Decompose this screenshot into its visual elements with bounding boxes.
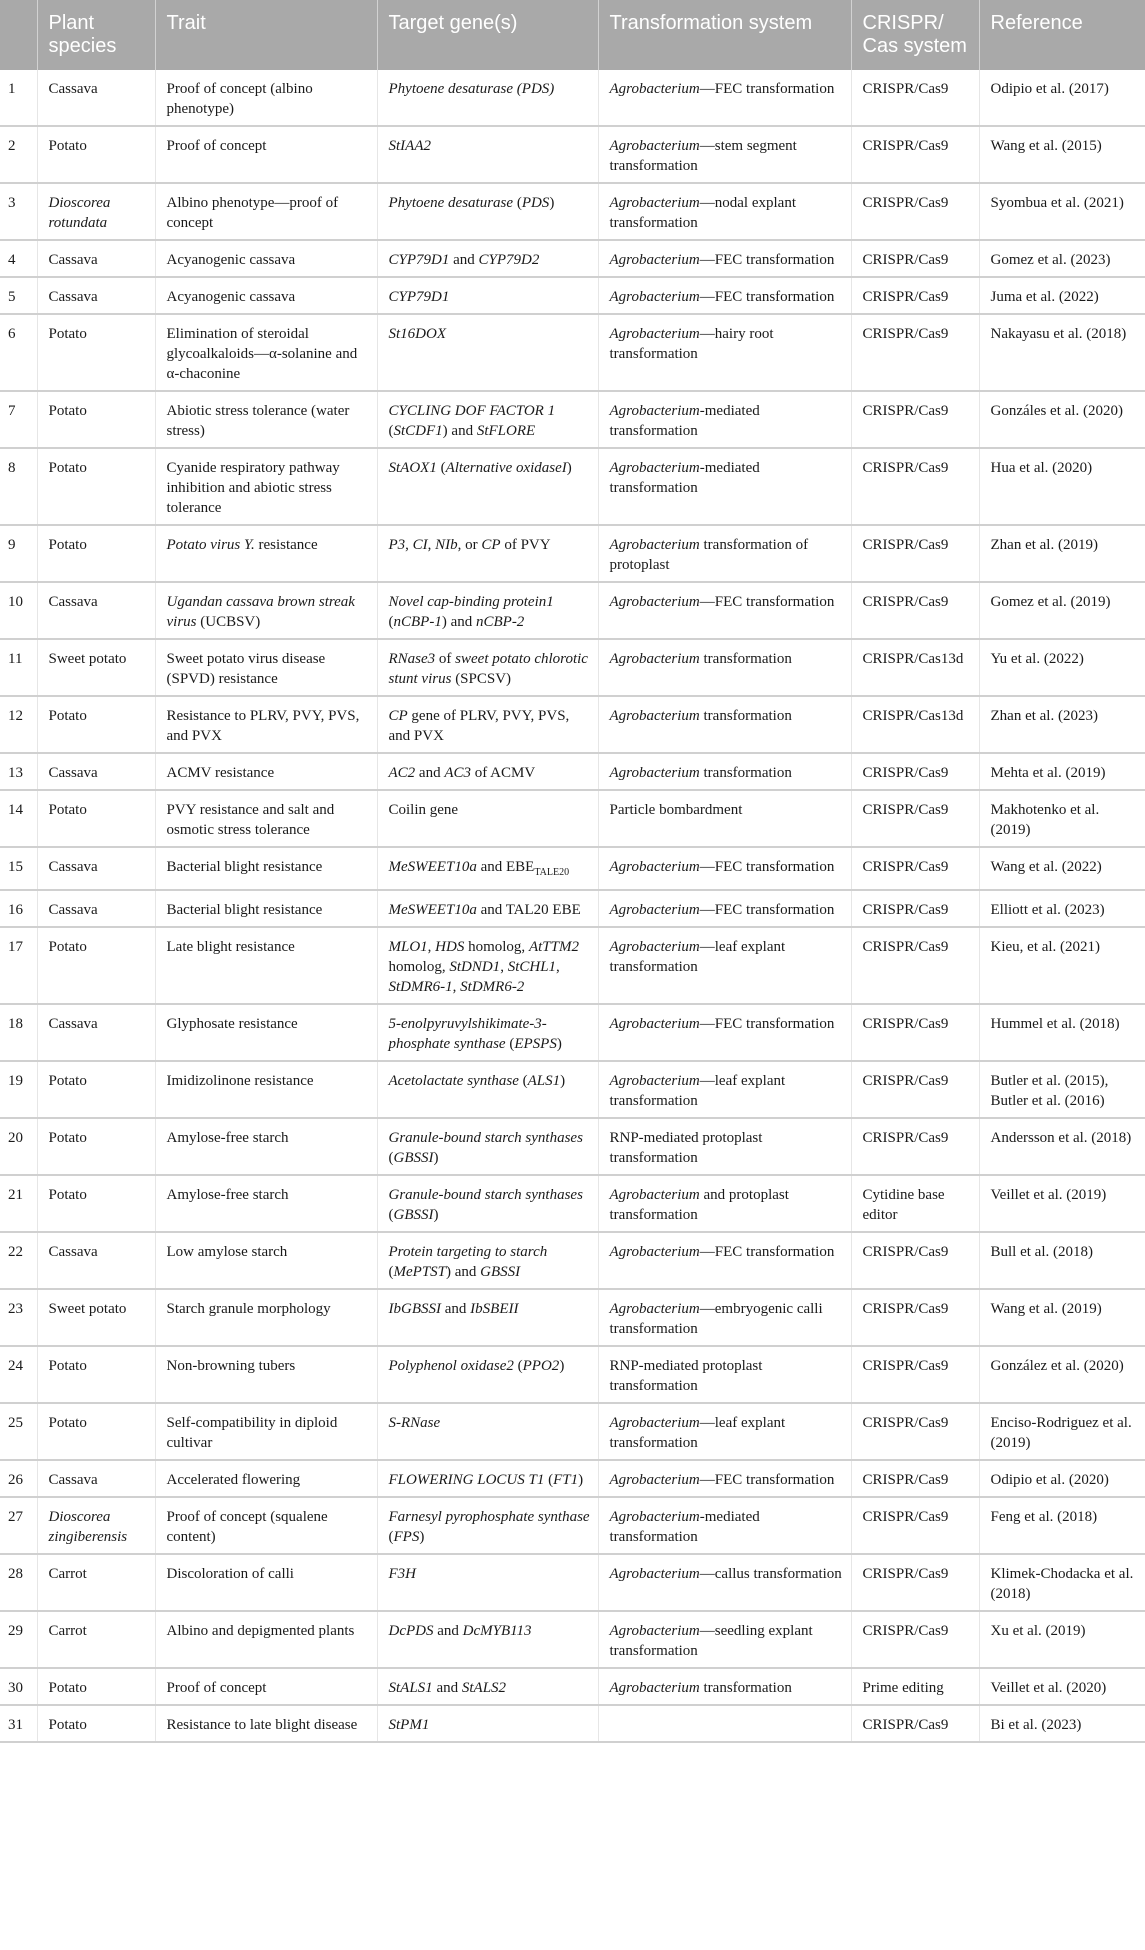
- cell-reference: Andersson et al. (2018): [979, 1118, 1145, 1175]
- cell-crispr-cas-system: CRISPR/Cas9: [851, 240, 979, 277]
- table-row: [0, 1289, 1145, 1346]
- cell-target-genes: Protein targeting to starch (MePTST) and GBSSI: [377, 1232, 598, 1289]
- cell-number: 15: [0, 847, 37, 890]
- cell-target-genes: StPM1: [377, 1705, 598, 1742]
- cell-transformation-system: Agrobacterium transformation: [598, 1668, 851, 1705]
- cell-number: 13: [0, 753, 37, 790]
- cell-trait: Albino phenotype—proof of concept: [155, 183, 377, 240]
- cell-plant-species: Potato: [37, 1668, 155, 1705]
- cell-target-genes: MeSWEET10a and $EBE_{TALE20}$: [377, 847, 598, 890]
- cell-transformation-system: Particle bombardment: [598, 790, 851, 847]
- table-row: [0, 448, 1145, 525]
- cell-target-genes: Polyphenol oxidase2 (PPO2): [377, 1346, 598, 1403]
- cell-transformation-system: Agrobacterium-mediated transformation: [598, 391, 851, 448]
- cell-number: 29: [0, 1611, 37, 1668]
- cell-target-genes: AC2 and AC3 of ACMV: [377, 753, 598, 790]
- cell-number: 31: [0, 1705, 37, 1742]
- cell-reference: Wang et al. (2022): [979, 847, 1145, 890]
- table-row: [0, 1004, 1145, 1061]
- table-row: [0, 1497, 1145, 1554]
- cell-number: 16: [0, 890, 37, 927]
- cell-target-genes: F3H: [377, 1554, 598, 1611]
- cell-trait: Glyphosate resistance: [155, 1004, 377, 1061]
- cell-reference: Odipio et al. (2020): [979, 1460, 1145, 1497]
- cell-crispr-cas-system: CRISPR/Cas9: [851, 1460, 979, 1497]
- cell-reference: Bi et al. (2023): [979, 1705, 1145, 1742]
- table-row: [0, 1403, 1145, 1460]
- cell-trait: Proof of concept (squalene content): [155, 1497, 377, 1554]
- cell-target-genes: Novel cap-binding protein1 (nCBP-1) and nCBP-2: [377, 582, 598, 639]
- table-row: [0, 183, 1145, 240]
- cell-trait: Elimination of steroidal glycoalkaloids—α-solanine and α-chaconine: [155, 314, 377, 391]
- cell-plant-species: Cassava: [37, 1460, 155, 1497]
- cell-crispr-cas-system: CRISPR/Cas9: [851, 1554, 979, 1611]
- cell-plant-species: Carrot: [37, 1611, 155, 1668]
- cell-target-genes: Phytoene desaturase (PDS): [377, 70, 598, 126]
- cell-transformation-system: Agrobacterium—seedling explant transformation: [598, 1611, 851, 1668]
- cell-crispr-cas-system: CRISPR/Cas9: [851, 890, 979, 927]
- cell-trait: Acyanogenic cassava: [155, 240, 377, 277]
- cell-reference: Feng et al. (2018): [979, 1497, 1145, 1554]
- cell-number: 18: [0, 1004, 37, 1061]
- cell-trait: Resistance to late blight disease: [155, 1705, 377, 1742]
- cell-plant-species: Potato: [37, 525, 155, 582]
- cell-number: 5: [0, 277, 37, 314]
- cell-target-genes: StALS1 and StALS2: [377, 1668, 598, 1705]
- cell-transformation-system: Agrobacterium transformation: [598, 639, 851, 696]
- cell-transformation-system: Agrobacterium—stem segment transformation: [598, 126, 851, 183]
- cell-number: 20: [0, 1118, 37, 1175]
- cell-reference: Klimek-Chodacka et al. (2018): [979, 1554, 1145, 1611]
- cell-target-genes: CYP79D1 and CYP79D2: [377, 240, 598, 277]
- cell-reference: Xu et al. (2019): [979, 1611, 1145, 1668]
- table-row: [0, 1346, 1145, 1403]
- cell-reference: Hummel et al. (2018): [979, 1004, 1145, 1061]
- cell-trait: Bacterial blight resistance: [155, 847, 377, 890]
- cell-trait: Cyanide respiratory pathway inhibition and abiotic stress tolerance: [155, 448, 377, 525]
- cell-number: 23: [0, 1289, 37, 1346]
- cell-transformation-system: Agrobacterium and protoplast transformation: [598, 1175, 851, 1232]
- table-header: [0, 0, 1145, 70]
- cell-plant-species: Dioscorea zingiberensis: [37, 1497, 155, 1554]
- cell-plant-species: Cassava: [37, 240, 155, 277]
- cell-number: 14: [0, 790, 37, 847]
- cell-number: 3: [0, 183, 37, 240]
- cell-plant-species: Potato: [37, 1175, 155, 1232]
- cell-reference: Hua et al. (2020): [979, 448, 1145, 525]
- cell-target-genes: Granule-bound starch synthases (GBSSI): [377, 1175, 598, 1232]
- cell-plant-species: Potato: [37, 1061, 155, 1118]
- cell-plant-species: Cassava: [37, 890, 155, 927]
- cell-number: 1: [0, 70, 37, 126]
- cell-crispr-cas-system: CRISPR/Cas9: [851, 525, 979, 582]
- cell-trait: ACMV resistance: [155, 753, 377, 790]
- col-header-number: [0, 0, 37, 70]
- cell-plant-species: Cassava: [37, 1004, 155, 1061]
- cell-trait: Albino and depigmented plants: [155, 1611, 377, 1668]
- cell-reference: Juma et al. (2022): [979, 277, 1145, 314]
- table-row: [0, 1460, 1145, 1497]
- cell-plant-species: Cassava: [37, 847, 155, 890]
- col-header-plant-species: Plant species: [37, 0, 155, 70]
- cell-plant-species: Sweet potato: [37, 1289, 155, 1346]
- cell-trait: Proof of concept (albino phenotype): [155, 70, 377, 126]
- table-row: [0, 70, 1145, 126]
- cell-crispr-cas-system: CRISPR/Cas9: [851, 183, 979, 240]
- cell-trait: Non-browning tubers: [155, 1346, 377, 1403]
- cell-reference: Yu et al. (2022): [979, 639, 1145, 696]
- table-row: [0, 240, 1145, 277]
- cell-trait: Proof of concept: [155, 126, 377, 183]
- col-header-target-genes: Target gene(s): [377, 0, 598, 70]
- cell-crispr-cas-system: CRISPR/Cas9: [851, 1705, 979, 1742]
- cell-reference: Nakayasu et al. (2018): [979, 314, 1145, 391]
- cell-target-genes: CP gene of PLRV, PVY, PVS, and PVX: [377, 696, 598, 753]
- cell-plant-species: Potato: [37, 790, 155, 847]
- cell-target-genes: 5-enolpyruvylshikimate-3-phosphate synthase (EPSPS): [377, 1004, 598, 1061]
- cell-plant-species: Cassava: [37, 753, 155, 790]
- cell-number: 17: [0, 927, 37, 1004]
- cell-transformation-system: Agrobacterium—FEC transformation: [598, 277, 851, 314]
- cell-number: 30: [0, 1668, 37, 1705]
- table-row: [0, 1061, 1145, 1118]
- cell-reference: Veillet et al. (2019): [979, 1175, 1145, 1232]
- cell-plant-species: Potato: [37, 696, 155, 753]
- cell-target-genes: Coilin gene: [377, 790, 598, 847]
- col-header-trait: Trait: [155, 0, 377, 70]
- table-row: [0, 1232, 1145, 1289]
- cell-crispr-cas-system: CRISPR/Cas9: [851, 1403, 979, 1460]
- table-row: [0, 639, 1145, 696]
- cell-reference: Gomez et al. (2023): [979, 240, 1145, 277]
- cell-transformation-system: Agrobacterium—FEC transformation: [598, 1004, 851, 1061]
- header-row: [0, 0, 1145, 70]
- cell-crispr-cas-system: CRISPR/Cas9: [851, 927, 979, 1004]
- cell-reference: Veillet et al. (2020): [979, 1668, 1145, 1705]
- cell-crispr-cas-system: Prime editing: [851, 1668, 979, 1705]
- cell-transformation-system: Agrobacterium-mediated transformation: [598, 1497, 851, 1554]
- cell-crispr-cas-system: CRISPR/Cas9: [851, 1611, 979, 1668]
- cell-transformation-system: Agrobacterium—leaf explant transformation: [598, 1061, 851, 1118]
- cell-reference: Enciso-Rodriguez et al. (2019): [979, 1403, 1145, 1460]
- cell-trait: Late blight resistance: [155, 927, 377, 1004]
- cell-target-genes: P3, CI, NIb, or CP of PVY: [377, 525, 598, 582]
- cell-trait: Acyanogenic cassava: [155, 277, 377, 314]
- cell-transformation-system: RNP-mediated protoplast transformation: [598, 1118, 851, 1175]
- cell-trait: Imidizolinone resistance: [155, 1061, 377, 1118]
- cell-plant-species: Cassava: [37, 1232, 155, 1289]
- cell-trait: Bacterial blight resistance: [155, 890, 377, 927]
- cell-number: 2: [0, 126, 37, 183]
- cell-reference: Bull et al. (2018): [979, 1232, 1145, 1289]
- cell-trait: Starch granule morphology: [155, 1289, 377, 1346]
- table-row: [0, 890, 1145, 927]
- table-row: [0, 1611, 1145, 1668]
- cell-number: 24: [0, 1346, 37, 1403]
- cell-number: 21: [0, 1175, 37, 1232]
- cell-reference: Wang et al. (2015): [979, 126, 1145, 183]
- table-row: [0, 277, 1145, 314]
- cell-reference: Gomez et al. (2019): [979, 582, 1145, 639]
- cell-crispr-cas-system: CRISPR/Cas9: [851, 314, 979, 391]
- cell-plant-species: Potato: [37, 1118, 155, 1175]
- cell-trait: Sweet potato virus disease (SPVD) resistance: [155, 639, 377, 696]
- cell-transformation-system: Agrobacterium—hairy root transformation: [598, 314, 851, 391]
- cell-reference: Syombua et al. (2021): [979, 183, 1145, 240]
- table-row: [0, 391, 1145, 448]
- cell-plant-species: Potato: [37, 126, 155, 183]
- cell-crispr-cas-system: CRISPR/Cas9: [851, 1232, 979, 1289]
- cell-target-genes: Phytoene desaturase (PDS): [377, 183, 598, 240]
- cell-target-genes: DcPDS and DcMYB113: [377, 1611, 598, 1668]
- cell-target-genes: RNase3 of sweet potato chlorotic stunt virus (SPCSV): [377, 639, 598, 696]
- cell-plant-species: Potato: [37, 1403, 155, 1460]
- cell-number: 11: [0, 639, 37, 696]
- table-row: [0, 1118, 1145, 1175]
- cell-transformation-system: RNP-mediated protoplast transformation: [598, 1346, 851, 1403]
- cell-plant-species: Carrot: [37, 1554, 155, 1611]
- cell-trait: Low amylose starch: [155, 1232, 377, 1289]
- col-header-crispr-cas-system: CRISPR/ Cas system: [851, 0, 979, 70]
- table-row: [0, 1175, 1145, 1232]
- cell-target-genes: StAOX1 (Alternative oxidaseI): [377, 448, 598, 525]
- cell-crispr-cas-system: CRISPR/Cas13d: [851, 639, 979, 696]
- cell-crispr-cas-system: Cytidine base editor: [851, 1175, 979, 1232]
- cell-crispr-cas-system: CRISPR/Cas9: [851, 448, 979, 525]
- cell-crispr-cas-system: CRISPR/Cas9: [851, 126, 979, 183]
- cell-crispr-cas-system: CRISPR/Cas9: [851, 1289, 979, 1346]
- cell-transformation-system: Agrobacterium—leaf explant transformation: [598, 1403, 851, 1460]
- cell-reference: Butler et al. (2015), Butler et al. (2016): [979, 1061, 1145, 1118]
- cell-target-genes: MeSWEET10a and TAL20 EBE: [377, 890, 598, 927]
- cell-plant-species: Sweet potato: [37, 639, 155, 696]
- cell-target-genes: StIAA2: [377, 126, 598, 183]
- cell-transformation-system: Agrobacterium—FEC transformation: [598, 847, 851, 890]
- cell-transformation-system: Agrobacterium transformation of protoplast: [598, 525, 851, 582]
- cell-reference: Elliott et al. (2023): [979, 890, 1145, 927]
- table-row: [0, 1668, 1145, 1705]
- cell-transformation-system: [598, 1705, 851, 1742]
- cell-trait: Proof of concept: [155, 1668, 377, 1705]
- cell-reference: Wang et al. (2019): [979, 1289, 1145, 1346]
- cell-crispr-cas-system: CRISPR/Cas9: [851, 277, 979, 314]
- cell-transformation-system: Agrobacterium—embryogenic calli transformation: [598, 1289, 851, 1346]
- table-row: [0, 314, 1145, 391]
- cell-crispr-cas-system: CRISPR/Cas13d: [851, 696, 979, 753]
- cell-trait: Amylose-free starch: [155, 1175, 377, 1232]
- cell-trait: Amylose-free starch: [155, 1118, 377, 1175]
- cell-transformation-system: Agrobacterium—callus transformation: [598, 1554, 851, 1611]
- cell-number: 8: [0, 448, 37, 525]
- cell-number: 26: [0, 1460, 37, 1497]
- col-header-reference: Reference: [979, 0, 1145, 70]
- cell-target-genes: CYP79D1: [377, 277, 598, 314]
- cell-transformation-system: Agrobacterium—FEC transformation: [598, 582, 851, 639]
- cell-target-genes: S-RNase: [377, 1403, 598, 1460]
- cell-target-genes: Granule-bound starch synthases (GBSSI): [377, 1118, 598, 1175]
- cell-plant-species: Cassava: [37, 582, 155, 639]
- cell-trait: Discoloration of calli: [155, 1554, 377, 1611]
- cell-crispr-cas-system: CRISPR/Cas9: [851, 70, 979, 126]
- table-row: [0, 525, 1145, 582]
- cell-crispr-cas-system: CRISPR/Cas9: [851, 847, 979, 890]
- cell-crispr-cas-system: CRISPR/Cas9: [851, 582, 979, 639]
- cell-transformation-system: Agrobacterium transformation: [598, 753, 851, 790]
- cell-target-genes: CYCLING DOF FACTOR 1 (StCDF1) and StFLORE: [377, 391, 598, 448]
- cell-reference: Gonzáles et al. (2020): [979, 391, 1145, 448]
- cell-plant-species: Potato: [37, 448, 155, 525]
- table-row: [0, 126, 1145, 183]
- cell-crispr-cas-system: CRISPR/Cas9: [851, 1061, 979, 1118]
- cell-number: 19: [0, 1061, 37, 1118]
- cell-target-genes: Acetolactate synthase (ALS1): [377, 1061, 598, 1118]
- cell-transformation-system: Agrobacterium—FEC transformation: [598, 1460, 851, 1497]
- cell-plant-species: Potato: [37, 1705, 155, 1742]
- cell-number: 7: [0, 391, 37, 448]
- table-row: [0, 582, 1145, 639]
- table-body: [0, 70, 1145, 1742]
- cell-number: 25: [0, 1403, 37, 1460]
- cell-transformation-system: Agrobacterium-mediated transformation: [598, 448, 851, 525]
- cell-target-genes: MLO1, HDS homolog, AtTTM2 homolog, StDND1, StCHL1, StDMR6-1, StDMR6-2: [377, 927, 598, 1004]
- cell-trait: Abiotic stress tolerance (water stress): [155, 391, 377, 448]
- cell-plant-species: Potato: [37, 391, 155, 448]
- cell-target-genes: St16DOX: [377, 314, 598, 391]
- cell-number: 6: [0, 314, 37, 391]
- table-row: [0, 1705, 1145, 1742]
- cell-transformation-system: Agrobacterium transformation: [598, 696, 851, 753]
- cell-plant-species: Potato: [37, 1346, 155, 1403]
- cell-target-genes: Farnesyl pyrophosphate synthase (FPS): [377, 1497, 598, 1554]
- cell-trait: Accelerated flowering: [155, 1460, 377, 1497]
- cell-crispr-cas-system: CRISPR/Cas9: [851, 1118, 979, 1175]
- cell-trait: Ugandan cassava brown streak virus (UCBSV): [155, 582, 377, 639]
- cell-trait: Resistance to PLRV, PVY, PVS, and PVX: [155, 696, 377, 753]
- cell-number: 28: [0, 1554, 37, 1611]
- cell-number: 27: [0, 1497, 37, 1554]
- cell-target-genes: FLOWERING LOCUS T1 (FT1): [377, 1460, 598, 1497]
- cell-transformation-system: Agrobacterium—FEC transformation: [598, 890, 851, 927]
- cell-target-genes: IbGBSSI and IbSBEII: [377, 1289, 598, 1346]
- cell-transformation-system: Agrobacterium—FEC transformation: [598, 240, 851, 277]
- cell-number: 12: [0, 696, 37, 753]
- cell-reference: Mehta et al. (2019): [979, 753, 1145, 790]
- cell-number: 9: [0, 525, 37, 582]
- cell-reference: González et al. (2020): [979, 1346, 1145, 1403]
- cell-reference: Zhan et al. (2023): [979, 696, 1145, 753]
- table-row: [0, 847, 1145, 890]
- cell-transformation-system: Agrobacterium—leaf explant transformation: [598, 927, 851, 1004]
- cell-trait: Self-compatibility in diploid cultivar: [155, 1403, 377, 1460]
- cell-number: 10: [0, 582, 37, 639]
- cell-trait: Potato virus Y. resistance: [155, 525, 377, 582]
- cell-plant-species: Cassava: [37, 70, 155, 126]
- cell-crispr-cas-system: CRISPR/Cas9: [851, 1346, 979, 1403]
- table-row: [0, 696, 1145, 753]
- cell-transformation-system: Agrobacterium—FEC transformation: [598, 1232, 851, 1289]
- cell-crispr-cas-system: CRISPR/Cas9: [851, 1497, 979, 1554]
- cell-number: 4: [0, 240, 37, 277]
- cell-number: 22: [0, 1232, 37, 1289]
- cell-transformation-system: Agrobacterium—nodal explant transformation: [598, 183, 851, 240]
- col-header-transformation-system: Transformation system: [598, 0, 851, 70]
- cell-trait: PVY resistance and salt and osmotic stress tolerance: [155, 790, 377, 847]
- cell-plant-species: Potato: [37, 314, 155, 391]
- cell-plant-species: Dioscorea rotundata: [37, 183, 155, 240]
- cell-reference: Makhotenko et al. (2019): [979, 790, 1145, 847]
- table-row: [0, 790, 1145, 847]
- cell-reference: Zhan et al. (2019): [979, 525, 1145, 582]
- cell-crispr-cas-system: CRISPR/Cas9: [851, 391, 979, 448]
- cell-plant-species: Potato: [37, 927, 155, 1004]
- cell-reference: Kieu, et al. (2021): [979, 927, 1145, 1004]
- table-row: [0, 927, 1145, 1004]
- cell-reference: Odipio et al. (2017): [979, 70, 1145, 126]
- cell-crispr-cas-system: CRISPR/Cas9: [851, 790, 979, 847]
- cell-transformation-system: Agrobacterium—FEC transformation: [598, 70, 851, 126]
- cell-crispr-cas-system: CRISPR/Cas9: [851, 1004, 979, 1061]
- cell-plant-species: Cassava: [37, 277, 155, 314]
- cell-crispr-cas-system: CRISPR/Cas9: [851, 753, 979, 790]
- table-row: [0, 1554, 1145, 1611]
- table-row: [0, 753, 1145, 790]
